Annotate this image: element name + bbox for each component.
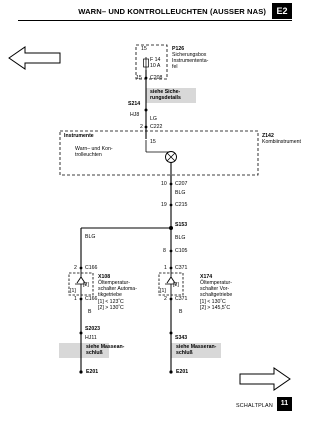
cluster-pin: 15 xyxy=(150,139,156,145)
cluster-inner-2: trolleuchten xyxy=(75,152,102,158)
footer-label: SCHALTPLAN xyxy=(236,403,273,409)
page-number: 11 xyxy=(277,397,292,411)
left-switch-pin-bottom: 1 xyxy=(74,296,77,302)
c207-pin: 10 xyxy=(161,181,167,187)
connector-c222 xyxy=(145,126,148,129)
connector-c208 xyxy=(145,77,148,80)
c105-pin: 8 xyxy=(163,248,166,254)
left-ground-label: E201 xyxy=(86,369,99,375)
c222-pin: 2 xyxy=(140,124,143,130)
right-switch-pos-1: [1] xyxy=(160,288,166,294)
left-switch-pos-2: [2] xyxy=(83,282,89,288)
fuse-symbol xyxy=(144,57,149,70)
page-title: WARN– UND KONTROLLEUCHTEN (AUSSER NAS) xyxy=(78,7,266,16)
fuse-desc-1: Sicherungsbox xyxy=(172,52,207,58)
ground-left xyxy=(79,370,82,373)
right-switch-desc-3: schaltgetriebe xyxy=(200,292,233,298)
section-badge: E2 xyxy=(272,3,292,19)
left-switch-pos-1: [1] xyxy=(70,288,76,294)
arrow-left-icon xyxy=(9,47,60,69)
warning-lamp-icon xyxy=(166,152,177,163)
connector-c215-label: C215 xyxy=(175,202,188,208)
fuse-pin-top: 15 xyxy=(141,46,147,52)
ground-right xyxy=(169,370,172,373)
connector-c207-label: C207 xyxy=(175,181,188,187)
left-splice-label: S2023 xyxy=(85,326,101,332)
left-switch-conn-top: C166 xyxy=(85,265,98,271)
left-switch-cond-2: [2] > 130˚C xyxy=(98,305,124,311)
harness-hj8: HJ8 xyxy=(130,112,140,118)
fuse-label: F 14 xyxy=(150,57,161,63)
right-switch-pos-2: [2] xyxy=(173,282,179,288)
right-splice-label: S343 xyxy=(175,335,188,341)
cluster-desc: Kombiinstrument xyxy=(262,139,301,145)
fuse-pin-bottom: 15 xyxy=(136,75,142,81)
right-ground-note-1: siehe Masseran- xyxy=(176,344,217,350)
left-switch-desc-2: schalter Automa- xyxy=(98,286,137,292)
wire-color-right: BLG xyxy=(175,235,186,241)
right-ground-label: E201 xyxy=(176,369,189,375)
left-switch-desc-1: Öltemperatur- xyxy=(98,280,130,286)
right-switch-ref: X174 xyxy=(200,274,213,280)
wire-color-1: BLG xyxy=(175,190,186,196)
cluster-ref: Z142 xyxy=(262,133,274,139)
connector-c215 xyxy=(170,204,173,207)
fuse-note-2: rungsdetails xyxy=(150,95,181,101)
right-switch-conn-top: C371 xyxy=(175,265,188,271)
connector-c105 xyxy=(170,250,173,253)
fuse-rating: 10 A xyxy=(150,63,161,69)
cluster-label: Instrumente xyxy=(64,133,94,139)
left-switch-desc-3: tikgetriebe xyxy=(98,292,122,298)
splice-s214-label: S214 xyxy=(128,101,141,107)
fuse-desc-3: fel xyxy=(172,64,178,70)
left-switch-pin-top: 2 xyxy=(74,265,77,271)
wire-color-lg: LG xyxy=(150,116,157,122)
left-switch-cond-1: [1] < 123˚C xyxy=(98,299,124,305)
right-switch-pin-bottom: 2 xyxy=(164,296,167,302)
connector-c105-label: C105 xyxy=(175,248,188,254)
c215-pin: 19 xyxy=(161,202,167,208)
left-wire-color: B xyxy=(88,309,92,315)
left-switch-ref: X108 xyxy=(98,274,111,280)
right-switch-cond-1: [1] < 130˚C xyxy=(200,299,226,305)
right-ground-note-2: schluß xyxy=(176,350,193,356)
right-switch-conn-bottom: C371 xyxy=(175,296,188,302)
left-ground-note-1: siehe Massean- xyxy=(86,344,125,350)
fuse-note-1: siehe Siche- xyxy=(150,89,181,95)
connector-c222-label: C222 xyxy=(150,124,163,130)
cluster-inner-1: Warn– und Kon- xyxy=(75,146,113,152)
connector-c207 xyxy=(170,183,173,186)
left-switch-conn-bottom: C166 xyxy=(85,296,98,302)
left-ground-note-2: schluß xyxy=(86,350,103,356)
right-switch-cond-2: [2] > 145,5˚C xyxy=(200,305,231,311)
splice-s153-label: S153 xyxy=(175,222,188,228)
right-wire-color: B xyxy=(179,309,183,315)
connector-c208-label: C208 xyxy=(150,75,163,81)
wire-color-left: BLG xyxy=(85,234,96,240)
arrow-right-icon xyxy=(240,368,290,390)
right-switch-desc-2: schalter Vor- xyxy=(200,286,230,292)
left-harness-label: HJ11 xyxy=(85,335,97,341)
splice-s214 xyxy=(145,109,148,112)
fuse-desc-2: Instrumententa- xyxy=(172,58,209,64)
right-switch-desc-1: Öltemperatur- xyxy=(200,280,232,286)
right-switch-pin-top: 1 xyxy=(164,265,167,271)
fuse-ref: P126 xyxy=(172,46,185,52)
